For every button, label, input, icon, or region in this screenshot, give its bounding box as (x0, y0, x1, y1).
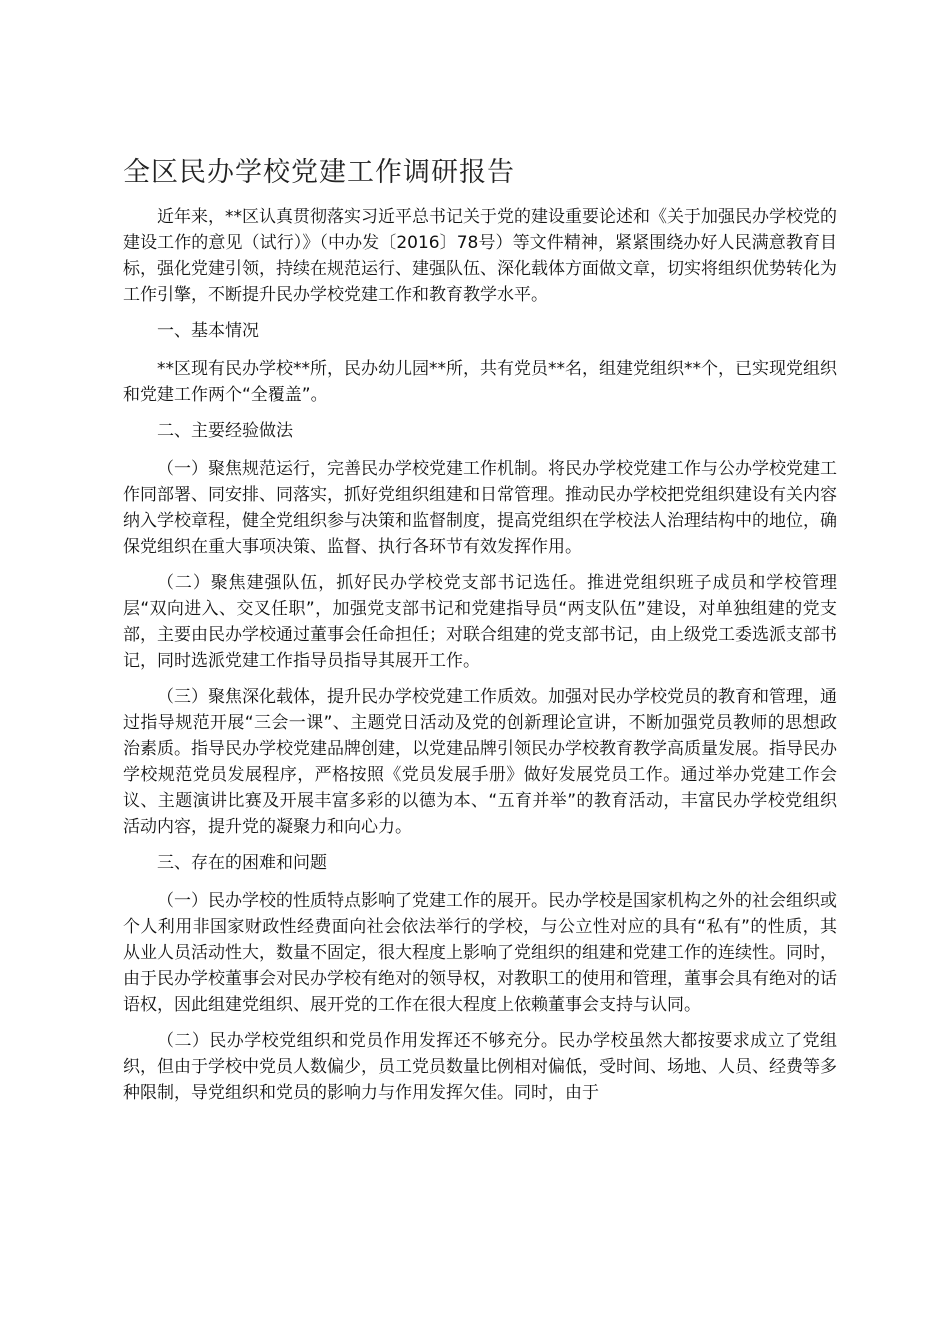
experience-paragraph-1: （一）聚焦规范运行，完善民办学校党建工作机制。将民办学校党建工作与公办学校党建工作同部署、同安排、同落实，抓好党组织组建和日常管理。推动民办学校把党组织建设有关内容纳入学校章程，健全党组织参与决策和监督制度，提高党组织在学校法人治理结构中的地位，确保党组织在重大事项决策、监督、执行各环节有效发挥作用。 (123, 459, 837, 557)
document-body (123, 204, 837, 1116)
basic-situation-paragraph: **区现有民办学校**所，民办幼儿园**所，共有党员**名，组建党组织**个，已实现党组织和党建工作两个“全覆盖”。 (123, 359, 837, 405)
section-heading-problems: 三、存在的困难和问题 (157, 853, 327, 873)
experience-paragraph-2: （二）聚焦建强队伍，抓好民办学校党支部书记选任。推进党组织班子成员和学校管理层“双向进入、交叉任职”，加强党支部书记和党建指导员“两支队伍”建设，对单独组建的党支部，主要由民办学校通过董事会任命担任；对联合组建的党支部书记，由上级党工委选派支部书记，同时选派党建工作指导员指导其展开工作。 (123, 573, 837, 671)
problem-paragraph-2: （二）民办学校党组织和党员作用发挥还不够充分。民办学校虽然大都按要求成立了党组织，但由于学校中党员人数偏少，员工党员数量比例相对偏低，受时间、场地、人员、经费等多种限制，导党组织和党员的影响力与作用发挥欠佳。同时，由于 (123, 1031, 837, 1103)
document-title: 全区民办学校党建工作调研报告 (123, 157, 515, 188)
intro-paragraph: 近年来，**区认真贯彻落实习近平总书记关于党的建设重要论述和《关于加强民办学校党的建设工作的意见（试行）》（中办发〔2016〕78号）等文件精神，紧紧围绕办好人民满意教育目标，强化党建引领，持续在规范运行、建强队伍、深化载体方面做文章，切实将组织优势转化为工作引擎，不断提升民办学校党建工作和教育教学水平。 (123, 207, 837, 305)
section-heading-basic-situation: 一、基本情况 (157, 321, 259, 341)
experience-paragraph-3: （三）聚焦深化载体，提升民办学校党建工作质效。加强对民办学校党员的教育和管理，通过指导规范开展“三会一课”、主题党日活动及党的创新理论宣讲，不断加强党员教师的思想政治素质。指导民办学校党建品牌创建，以党建品牌引领民办学校教育教学高质量发展。指导民办学校规范党员发展程序，严格按照《党员发展手册》做好发展党员工作。通过举办党建工作会议、主题演讲比赛及开展丰富多彩的以德为本、“五育并举”的教育活动，丰富民办学校党组织活动内容，提升党的凝聚力和向心力。 (123, 687, 837, 837)
problem-paragraph-1: （一）民办学校的性质特点影响了党建工作的展开。民办学校是国家机构之外的社会组织或个人利用非国家财政性经费面向社会依法举行的学校，与公立性对应的具有“私有”的性质，其从业人员活动性大，数量不固定，很大程度上影响了党组织的组建和党建工作的连续性。同时，由于民办学校董事会对民办学校有绝对的领导权，对教职工的使用和管理，董事会具有绝对的话语权，因此组建党组织、展开党的工作在很大程度上依赖董事会支持与认同。 (123, 891, 837, 1015)
section-heading-main-experience: 二、主要经验做法 (157, 421, 293, 441)
